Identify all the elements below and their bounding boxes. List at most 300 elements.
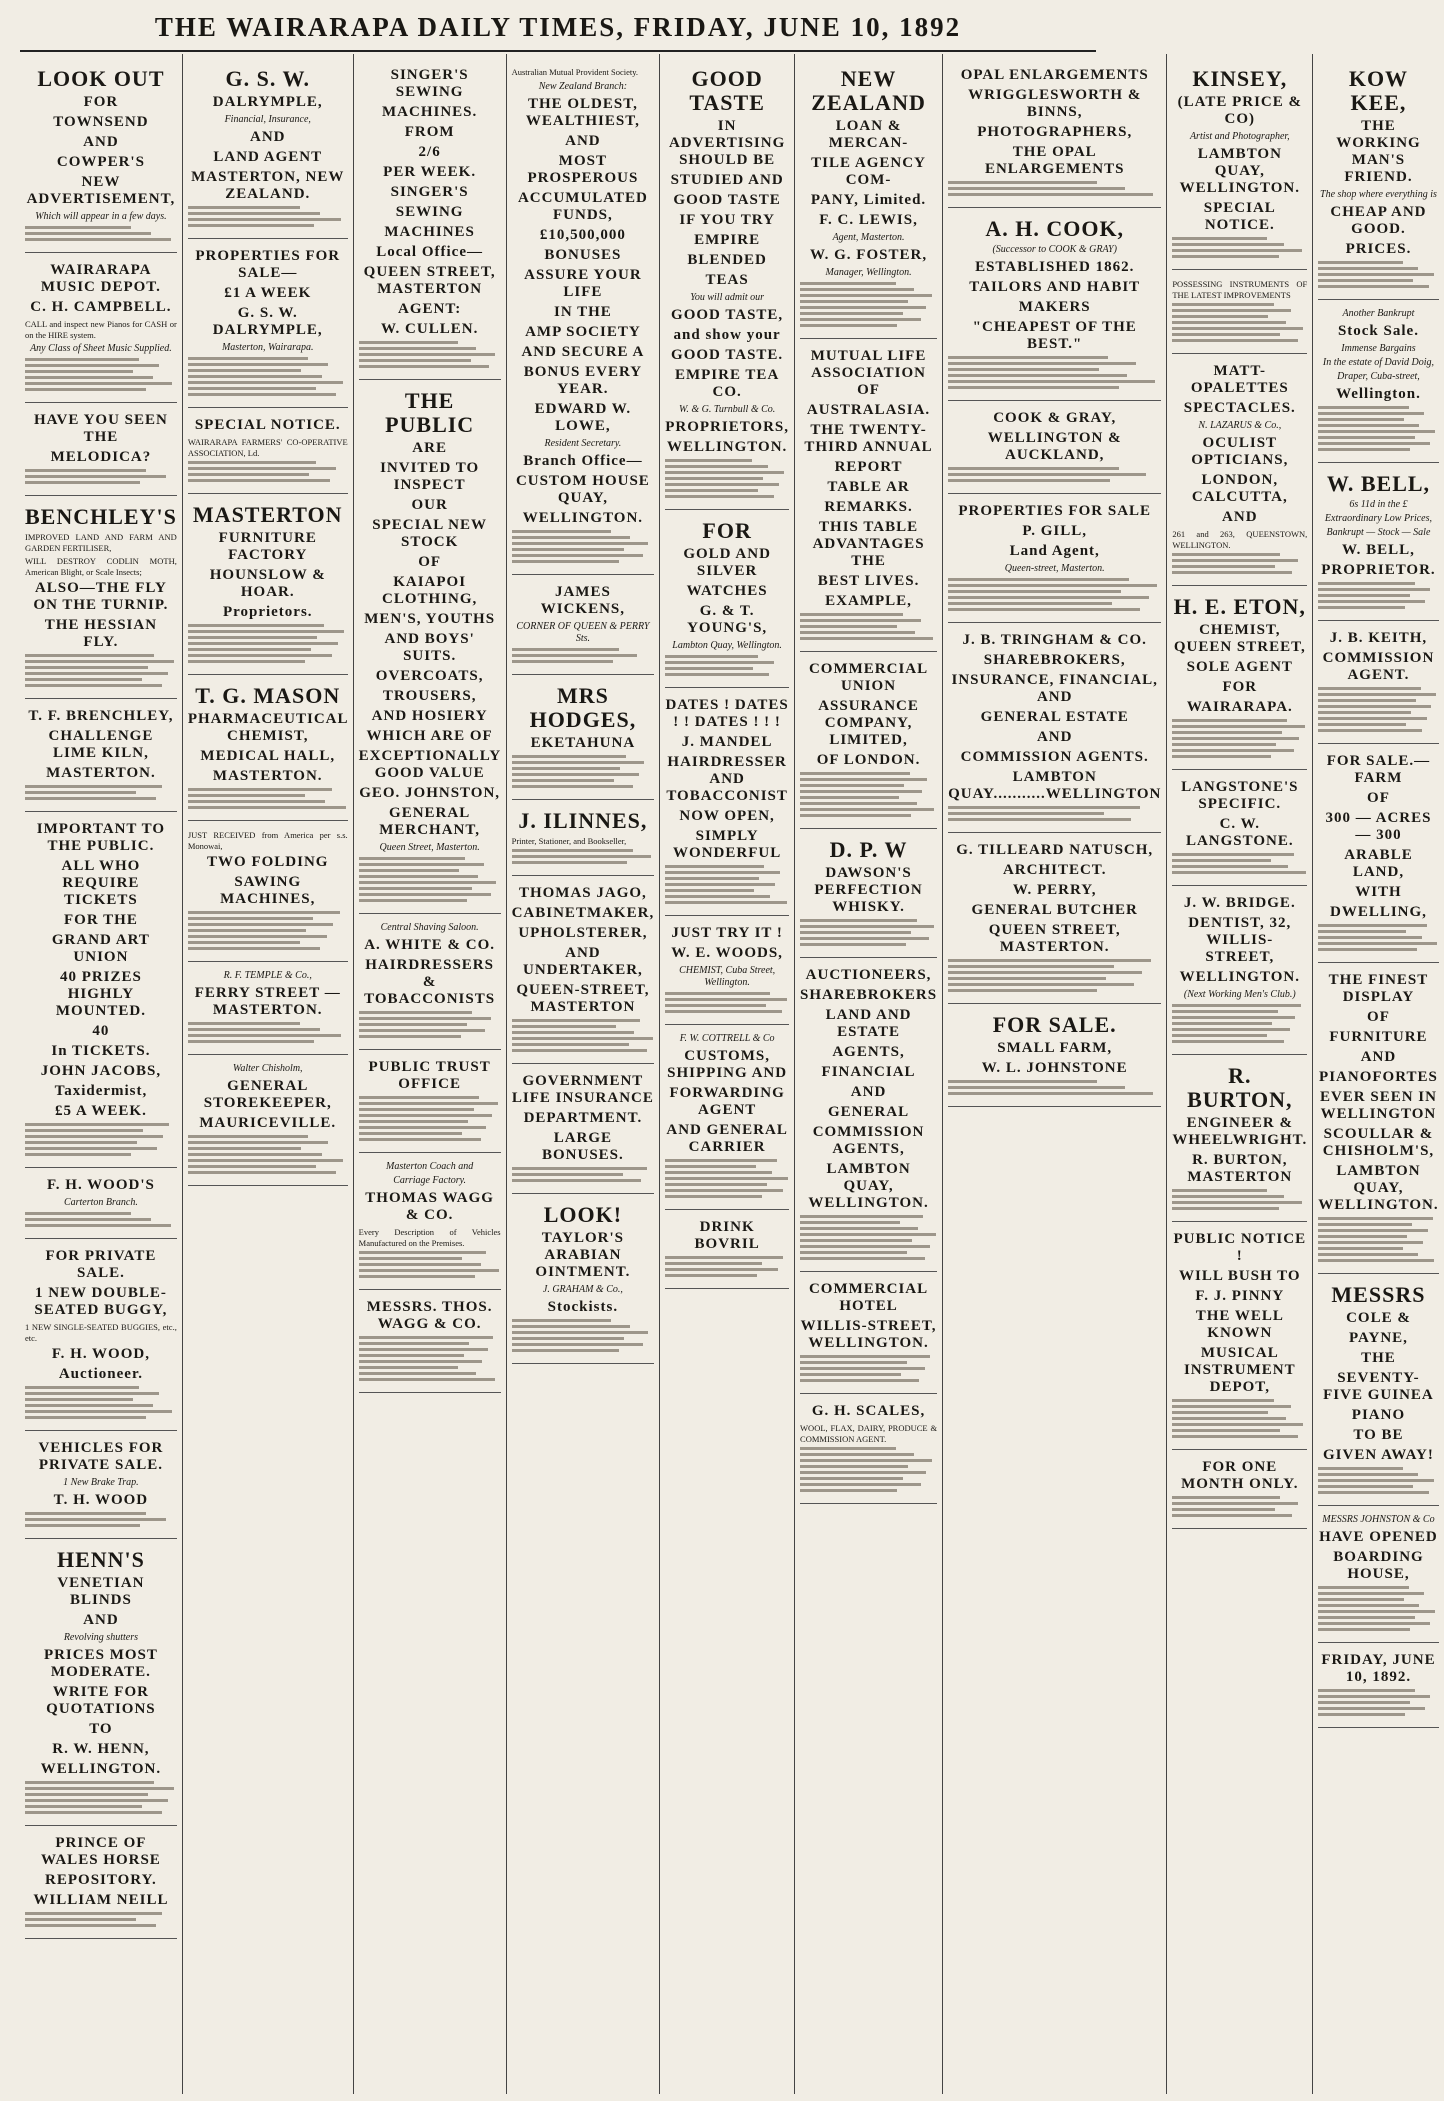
advertisement [948, 833, 1161, 1004]
ad-line: 1 NEW SINGLE-SEATED BUGGIES, etc., etc. [25, 1322, 177, 1343]
ad-line: MEN'S, YOUTHS [364, 611, 496, 627]
text-line [1318, 1229, 1428, 1232]
ad-line: COMMISSION AGENTS, [812, 1124, 925, 1157]
ad-line: W. PERRY, [1012, 882, 1097, 898]
text-line [188, 929, 306, 932]
ad-line: BEST LIVES. [817, 573, 920, 589]
text-line [1318, 273, 1434, 276]
body-text-block [25, 1912, 177, 1927]
body-text-block [512, 530, 655, 563]
advertisement [665, 58, 789, 510]
text-line [948, 965, 1114, 968]
text-line [512, 861, 628, 864]
advertisement [1318, 1643, 1438, 1728]
text-line [800, 625, 897, 628]
text-line [1318, 723, 1406, 726]
text-line [800, 1373, 901, 1376]
text-line [948, 187, 1125, 190]
text-line [800, 1227, 918, 1230]
ad-line: J. MANDEL [681, 734, 773, 750]
text-line [1172, 1514, 1292, 1517]
advertisement [359, 1290, 501, 1393]
text-line [25, 678, 142, 681]
ad-line: (LATE PRICE & CO) [1177, 94, 1302, 127]
text-line [25, 1410, 172, 1413]
text-line [1172, 1034, 1266, 1037]
ad-line: WILLIAM NEILL [33, 1892, 169, 1908]
ad-line: Land Agent, [1009, 543, 1100, 559]
text-line [25, 1141, 137, 1144]
ad-line: FURNITURE FACTORY [218, 530, 317, 563]
ad-heading: J. B. KEITH, [1329, 630, 1428, 646]
ad-heading: NEW ZEALAND [811, 66, 926, 115]
text-line [359, 1257, 463, 1260]
text-line [512, 1349, 619, 1352]
text-line [800, 1245, 930, 1248]
advertisement [512, 1194, 655, 1364]
text-line [25, 388, 146, 391]
body-text-block [1318, 582, 1438, 609]
ad-heading: G. H. SCALES, [811, 1403, 926, 1419]
text-line [188, 218, 341, 221]
body-text-block [25, 1386, 177, 1419]
body-text-block [25, 1212, 177, 1227]
text-line [665, 1165, 755, 1168]
advertisement [948, 623, 1161, 833]
text-line [359, 1269, 500, 1272]
ad-line: ARE [412, 440, 447, 456]
ad-line: AND BOYS' SUITS. [384, 631, 475, 664]
text-line [665, 1159, 776, 1162]
ad-line: Carterton Branch. [63, 1197, 138, 1208]
ad-line: MAKERS [1018, 299, 1091, 315]
ad-line: Carriage Factory. [393, 1175, 467, 1186]
ad-heading: H. E. ETON, [1173, 594, 1306, 619]
body-text-block [1318, 261, 1438, 288]
ad-line: AUSTRALASIA. [806, 402, 931, 418]
ad-line: PIANOFORTES [1319, 1069, 1438, 1085]
ad-line: FORWARDING AGENT [669, 1085, 785, 1118]
ad-line: Queen-street, Masterton. [1004, 563, 1105, 574]
ad-line: Draper, Cuba-street, [1337, 371, 1420, 382]
text-line [188, 636, 317, 639]
ad-line: Bankrupt — Stock — Sale [1326, 527, 1431, 538]
body-text-block [1318, 406, 1438, 451]
ad-line: Any Class of Sheet Music Supplied. [30, 343, 172, 354]
text-line [800, 919, 916, 922]
body-text-block [1318, 1586, 1438, 1631]
body-text-block [1172, 1399, 1307, 1438]
text-line [188, 375, 322, 378]
text-line [188, 357, 308, 360]
advertisement [25, 1539, 177, 1826]
text-line [1318, 693, 1436, 696]
ad-line: PRICES. [1345, 241, 1412, 257]
text-line [665, 889, 754, 892]
ad-line: CHEMIST, QUEEN STREET, [1173, 622, 1306, 655]
text-line [188, 911, 340, 914]
body-text-block [800, 1447, 937, 1492]
text-line [512, 1031, 635, 1034]
text-line [1172, 571, 1292, 574]
ad-line: W. L. JOHNSTONE [981, 1060, 1128, 1076]
text-line [1172, 1411, 1268, 1414]
body-text-block [800, 919, 937, 946]
ad-line: SIMPLY WONDERFUL [673, 828, 782, 861]
text-line [665, 483, 779, 486]
ad-line: WHICH ARE OF [366, 728, 493, 744]
ad-line: CHEMIST, Cuba Street, Wellington. [679, 965, 776, 988]
text-line [512, 755, 626, 758]
advertisement [512, 1064, 655, 1194]
text-line [1172, 321, 1285, 324]
ad-line: TEAS [705, 272, 749, 288]
text-line [25, 1805, 142, 1808]
ad-line: QUEEN-STREET, MASTERTON [516, 982, 650, 1015]
text-line [948, 959, 1151, 962]
text-line [800, 802, 916, 805]
text-line [512, 542, 649, 545]
ad-line: FOR THE [64, 912, 138, 928]
text-line [948, 977, 1106, 980]
ad-line: CUSTOMS, SHIPPING AND [667, 1048, 788, 1081]
ad-line: BONUS EVERY YEAR. [523, 363, 643, 397]
text-line [1172, 1405, 1291, 1408]
ad-line: AND SECURE A [521, 343, 645, 360]
text-line [1172, 743, 1276, 746]
ad-line: IMPROVED LAND AND FARM AND GARDEN FERTILISER, [25, 532, 177, 553]
ad-line: LAMBTON QUAY, WELLINGTON. [1318, 1163, 1439, 1213]
text-line [188, 654, 332, 657]
ad-line: WOOL, FLAX, DAIRY, PRODUCE & COMMISSION AGENT. [800, 1423, 938, 1444]
ad-line: TAILORS AND HABIT [969, 279, 1141, 295]
text-line [359, 869, 460, 872]
ad-line: AND [565, 132, 601, 149]
ad-heading: R. BURTON, [1187, 1063, 1293, 1112]
text-line [1318, 267, 1418, 270]
ad-line: G. & T. YOUNG'S, [687, 603, 768, 636]
text-line [188, 1159, 343, 1162]
text-line [1318, 1610, 1435, 1613]
advertisement [1172, 1222, 1307, 1450]
text-line [25, 1404, 153, 1407]
ad-line: GENERAL ESTATE [980, 709, 1129, 725]
ad-line: Agent, Masterton. [832, 232, 905, 243]
text-line [800, 318, 921, 321]
text-line [1318, 729, 1421, 732]
text-line [948, 983, 1134, 986]
text-line [1318, 442, 1430, 445]
ad-line: 261 and 263, QUEENSTOWN, WELLINGTON. [1172, 529, 1308, 550]
text-line [512, 1019, 640, 1022]
ad-line: AND [1036, 729, 1073, 745]
ad-heading: W. BELL, [1326, 471, 1431, 496]
text-line [1318, 717, 1426, 720]
body-text-block [188, 911, 348, 950]
text-line [1318, 1713, 1405, 1716]
text-line [512, 648, 619, 651]
ad-line: TROUSERS, [382, 688, 477, 704]
ad-line: REPORT [834, 459, 903, 475]
text-line [948, 356, 1108, 359]
ad-line: BLENDED [687, 252, 767, 268]
text-line [359, 1336, 494, 1339]
ad-line: IF YOU TRY [679, 212, 775, 228]
ad-line: LAND AGENT [213, 149, 323, 165]
text-line [1318, 687, 1420, 690]
ad-line: ASSURANCE COMPANY, LIMITED, [818, 698, 919, 748]
text-line [948, 608, 1140, 611]
column-3 [354, 54, 507, 2094]
ad-line: P. GILL, [1022, 523, 1087, 539]
text-line [800, 796, 899, 799]
newspaper-title: THE WAIRARAPA DAILY TIMES, FRIDAY, JUNE 10, 1892 [154, 12, 962, 42]
body-text-block [1172, 719, 1307, 758]
text-line [1318, 436, 1414, 439]
ad-line: TO BE [1353, 1427, 1404, 1443]
text-line [1318, 412, 1424, 415]
advertisement [665, 688, 789, 916]
text-line [800, 778, 927, 781]
text-line [25, 1512, 146, 1515]
advertisement [512, 58, 655, 575]
ad-heading: SINGER'S SEWING [390, 67, 469, 100]
text-line [1318, 1253, 1418, 1256]
text-line [1318, 448, 1409, 451]
ad-line: EMPIRE [694, 232, 761, 248]
text-line [1318, 1479, 1434, 1482]
ad-heading: LANGSTONE'S SPECIFIC. [1181, 779, 1299, 812]
text-line [25, 238, 171, 241]
text-line [188, 806, 346, 809]
text-line [800, 925, 934, 928]
ad-heading: JUST RECEIVED from America per s.s. Monowai, [187, 830, 348, 851]
ad-line: C. H. CAMPBELL. [30, 299, 172, 315]
ad-line: AGENTS, [832, 1044, 905, 1060]
ad-line: WELLINGTON & AUCKLAND, [987, 430, 1122, 463]
ad-line: 40 PRIZES HIGHLY MOUNTED. [55, 969, 146, 1019]
advertisement [25, 1431, 177, 1539]
text-line [948, 578, 1129, 581]
advertisement [25, 496, 177, 699]
ad-line: THE [1361, 1350, 1396, 1366]
text-line [1172, 1399, 1273, 1402]
text-line [188, 642, 338, 645]
ad-heading: FOR ONE MONTH ONLY. [1181, 1459, 1299, 1492]
text-line [359, 887, 473, 890]
ad-line: SMALL FARM, [997, 1040, 1113, 1056]
ad-line: MOST PROSPEROUS [527, 152, 639, 186]
text-line [1318, 606, 1405, 609]
ad-line: AND HOSIERY [371, 708, 488, 724]
text-line [1318, 699, 1415, 702]
text-line [359, 353, 495, 356]
text-line [800, 943, 906, 946]
advertisement [800, 339, 937, 652]
text-line [800, 282, 896, 285]
ad-heading: J. ILINNES, [518, 807, 648, 833]
body-text-block [1172, 237, 1307, 258]
text-line [665, 667, 753, 670]
body-text-block [800, 1215, 937, 1260]
ad-line: AGENT: [398, 301, 462, 317]
text-line [665, 465, 768, 468]
body-text-block [188, 624, 348, 663]
text-line [512, 660, 613, 663]
advertisement [25, 1168, 177, 1239]
ad-line: FOR [83, 94, 119, 110]
text-line [512, 1049, 647, 1052]
ad-line: W. G. FOSTER, [810, 247, 928, 263]
ad-heading: THE PUBLIC [385, 388, 475, 437]
ad-heading: D. P. W [829, 837, 908, 862]
ad-line: Every Description of Vehicles Manufactured on the Premises. [358, 1227, 501, 1248]
ad-line: GOOD TASTE. [671, 347, 784, 363]
text-line [800, 790, 922, 793]
ad-heading: JAMES WICKENS, [540, 583, 626, 617]
body-text-block [665, 655, 789, 676]
text-line [188, 935, 327, 938]
body-text-block [665, 865, 789, 904]
body-text-block [1172, 1496, 1307, 1517]
ad-heading: R. F. TEMPLE & Co., [223, 970, 312, 981]
ad-heading: PROPERTIES FOR SALE— [195, 248, 341, 281]
text-line [359, 1348, 488, 1351]
body-text-block [359, 1011, 501, 1038]
text-line [948, 473, 1146, 476]
advertisement [359, 1153, 501, 1290]
body-text-block [1172, 853, 1307, 874]
ad-line: SHAREBROKERS, [983, 652, 1126, 668]
advertisement [800, 958, 937, 1272]
ad-line: REPOSITORY. [45, 1872, 157, 1888]
text-line [25, 1518, 166, 1521]
text-line [359, 1096, 480, 1099]
advertisement [1172, 1450, 1307, 1529]
text-line [1172, 315, 1268, 318]
text-line [1318, 582, 1414, 585]
text-line [188, 630, 345, 633]
ad-heading: AUCTIONEERS, [805, 967, 932, 983]
text-line [359, 1251, 487, 1254]
ad-line: WAIRARAPA FARMERS' CO-OPERATIVE ASSOCIATION, Ld. [187, 437, 348, 458]
body-text-block [800, 772, 937, 817]
text-line [1172, 1010, 1277, 1013]
column-8 [1167, 54, 1313, 2094]
text-line [1172, 1201, 1302, 1204]
text-line [188, 624, 324, 627]
ad-heading: FOR PRIVATE SALE. [45, 1248, 157, 1281]
text-line [1318, 1598, 1403, 1601]
ad-line: MELODICA? [50, 449, 152, 465]
advertisement [800, 652, 937, 829]
ad-heading: F. H. WOOD'S [46, 1177, 155, 1193]
text-line [359, 1372, 477, 1375]
ad-line: LAMBTON QUAY...........WELLINGTON [948, 769, 1162, 802]
text-line [359, 1011, 473, 1014]
body-text-block [1318, 1689, 1438, 1716]
text-line [1172, 333, 1280, 336]
ad-line: AND [850, 1084, 887, 1100]
ad-line: ENGINEER & WHEELWRIGHT. [1172, 1115, 1308, 1148]
body-text-block [512, 1019, 655, 1052]
ad-line: MASTERTON, NEW ZEALAND. [191, 169, 345, 202]
ad-line: PHOTOGRAPHERS, [977, 124, 1133, 140]
text-line [1172, 755, 1271, 758]
masthead [20, 4, 1096, 52]
text-line [359, 1029, 485, 1032]
text-line [188, 648, 311, 651]
text-line [1318, 1473, 1418, 1476]
ad-heading: PUBLIC TRUST OFFICE [368, 1059, 491, 1092]
advertisement [188, 58, 348, 239]
ad-line: INVITED TO INSPECT [380, 460, 480, 493]
text-line [25, 785, 162, 788]
text-line [512, 773, 639, 776]
text-line [800, 1447, 896, 1450]
text-line [359, 1275, 475, 1278]
ad-line: and show your [673, 327, 781, 343]
advertisement [188, 494, 348, 675]
ad-line: SEWING [395, 204, 464, 220]
advertisement [359, 1050, 501, 1153]
ad-heading: FRIDAY, JUNE 10, 1892. [1321, 1652, 1436, 1685]
column-2 [183, 54, 354, 2094]
ad-line: AND [1222, 509, 1258, 525]
advertisement [800, 1272, 937, 1394]
ad-line: THE WELL KNOWN [1195, 1308, 1284, 1341]
text-line [1172, 339, 1298, 342]
text-line [948, 584, 1157, 587]
ad-heading: FOR SALE. [992, 1012, 1117, 1037]
ad-line: "CHEAPEST OF THE BEST." [972, 319, 1137, 352]
text-line [25, 1398, 133, 1401]
text-line [1318, 1616, 1414, 1619]
advertisement [359, 380, 501, 914]
ad-line: TABLE AR [827, 479, 910, 495]
ad-line: QUEEN STREET, MASTERTON. [988, 922, 1121, 955]
ad-line: WRITE FOR QUOTATIONS [46, 1684, 156, 1717]
text-line [188, 393, 337, 396]
ad-line: You will admit our [690, 292, 765, 303]
text-line [1318, 942, 1437, 945]
ad-line: MASTERTON. [212, 768, 323, 784]
ad-line: PROPRIETORS, [665, 419, 790, 435]
body-text-block [359, 857, 501, 902]
text-line [800, 1233, 936, 1236]
ad-line: HOUNSLOW & HOAR. [209, 567, 326, 600]
advertisement [1172, 270, 1307, 354]
text-line [25, 1123, 169, 1126]
body-text-block [25, 358, 177, 391]
column-9 [1313, 54, 1443, 2094]
ad-line: New Zealand Branch: [538, 80, 628, 92]
text-line [665, 1256, 783, 1259]
text-line [948, 812, 1104, 815]
ad-line: THE WORKING MAN'S FRIEND. [1336, 118, 1421, 185]
text-line [188, 1034, 341, 1037]
ad-heading: MATT-OPALETTES [1190, 363, 1289, 396]
text-line [800, 931, 911, 934]
text-line [188, 206, 300, 209]
text-line [359, 1102, 498, 1105]
text-line [188, 1153, 322, 1156]
text-line [25, 1924, 156, 1927]
ad-heading: VEHICLES FOR PRIVATE SALE. [38, 1440, 164, 1473]
text-line [512, 761, 645, 764]
ad-line: PANY, Limited. [810, 192, 927, 208]
text-line [948, 374, 1127, 377]
